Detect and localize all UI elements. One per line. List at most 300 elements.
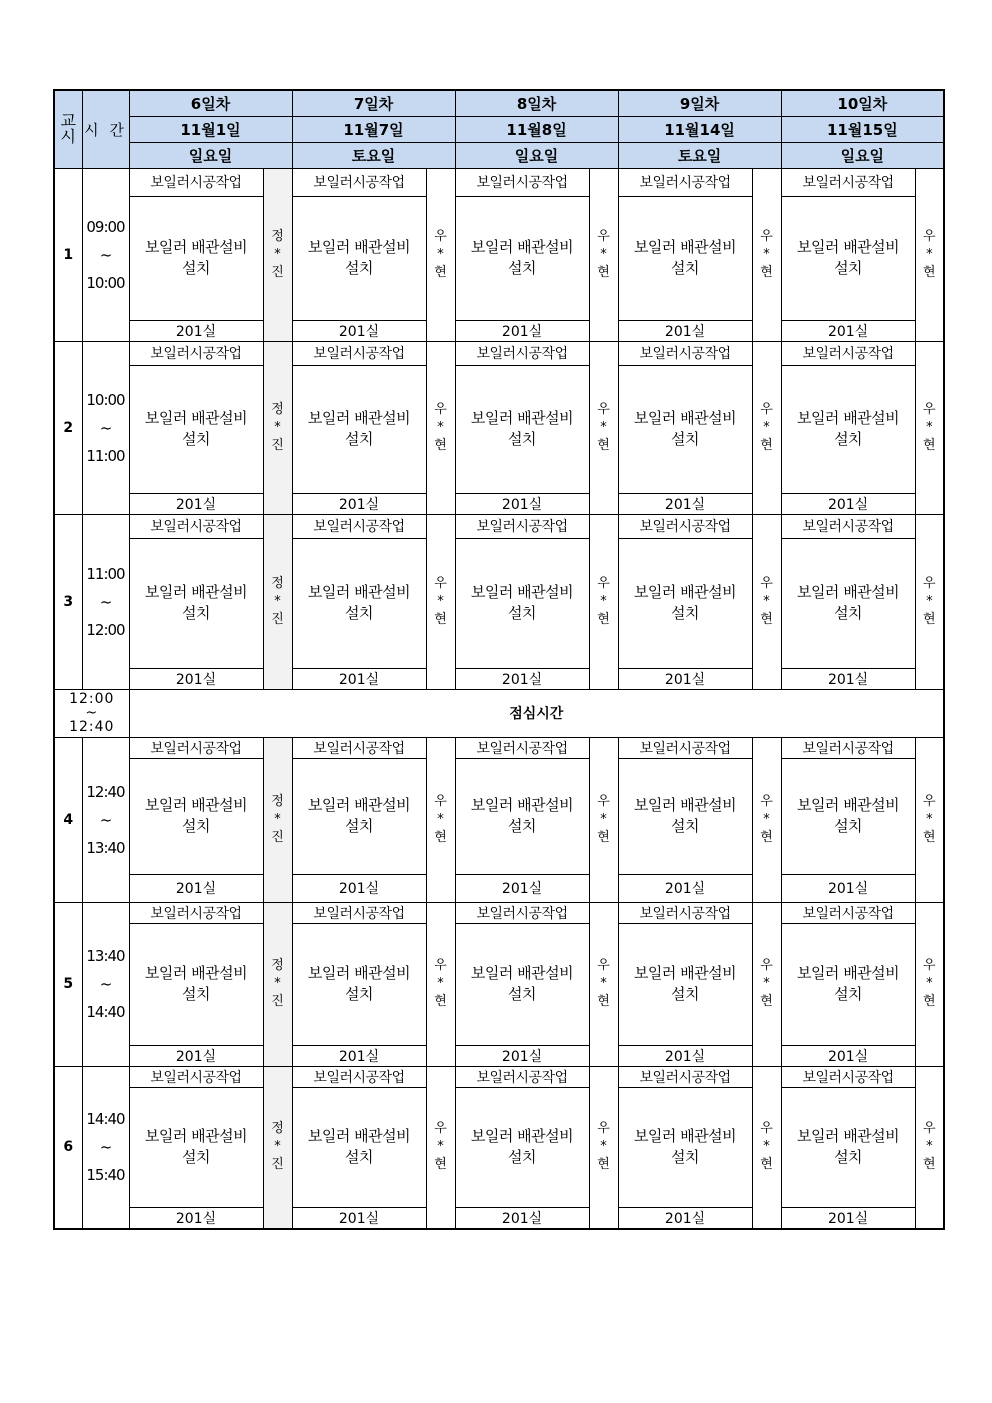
class-topic: 보일러시공작업	[129, 737, 263, 758]
class-content-line: 보일러 배관설비	[144, 1127, 248, 1145]
instructor-char: 우	[923, 575, 936, 591]
instructor-char: 우	[597, 575, 610, 591]
instructor-char: 우	[760, 401, 773, 417]
instructor-char: 우	[760, 228, 773, 244]
class-topic: 보일러시공작업	[781, 168, 915, 196]
class-room: 201실	[292, 668, 426, 689]
instructor-char: *	[926, 976, 933, 991]
instructor-char: 정	[271, 575, 284, 591]
instructor-char: 우	[434, 575, 447, 591]
instructor-char: *	[437, 811, 444, 827]
period-time-tilde: ~	[99, 592, 112, 611]
class-content-line: 보일러 배관설비	[633, 1127, 737, 1145]
instructor-name	[426, 514, 455, 689]
instructor-name	[263, 168, 292, 341]
class-content-line: 보일러 배관설비	[144, 964, 248, 982]
instructor-name	[426, 737, 455, 902]
instructor-char: *	[600, 811, 607, 827]
instructor-char: 현	[597, 994, 610, 1009]
instructor-char: 우	[923, 793, 936, 809]
class-room: 201실	[129, 1207, 263, 1229]
class-content-line: 설치	[508, 1148, 537, 1166]
class-content-line: 설치	[345, 985, 373, 1003]
instructor-char: 우	[923, 1121, 936, 1136]
time-column-label: 시 간	[84, 120, 127, 139]
instructor-char: 현	[760, 437, 773, 453]
class-content-line: 보일러 배관설비	[144, 583, 248, 601]
class-content-line: 설치	[671, 985, 700, 1003]
class-content-line: 보일러 배관설비	[796, 796, 900, 814]
class-room: 201실	[618, 320, 752, 341]
instructor-name	[915, 168, 944, 341]
instructor-char: *	[763, 593, 770, 609]
instructor-char: 정	[271, 958, 284, 973]
class-room: 201실	[292, 320, 426, 341]
class-content	[292, 923, 426, 1045]
instructor-name	[426, 1066, 455, 1229]
period-time	[82, 737, 129, 902]
class-topic: 보일러시공작업	[781, 902, 915, 923]
instructor-name	[426, 341, 455, 514]
class-content	[781, 758, 915, 874]
instructor-char: *	[926, 419, 933, 435]
instructor-char: *	[600, 593, 607, 609]
class-content	[129, 923, 263, 1045]
class-topic: 보일러시공작업	[129, 902, 263, 923]
class-content-line: 보일러 배관설비	[470, 238, 574, 256]
instructor-char: 현	[760, 829, 773, 845]
class-content	[455, 923, 589, 1045]
instructor-char: 현	[434, 994, 447, 1009]
class-content	[781, 923, 915, 1045]
class-content	[618, 538, 752, 668]
class-room: 201실	[455, 1207, 589, 1229]
class-content-line: 보일러 배관설비	[470, 409, 574, 427]
instructor-char: 우	[597, 1121, 610, 1136]
instructor-name	[589, 168, 618, 341]
instructor-char: *	[437, 246, 444, 262]
instructor-char: 우	[597, 401, 610, 417]
class-content	[455, 1087, 589, 1207]
class-content-line: 보일러 배관설비	[307, 796, 411, 814]
class-content-line: 설치	[671, 604, 700, 622]
class-topic: 보일러시공작업	[455, 1066, 589, 1087]
class-room: 201실	[618, 493, 752, 514]
class-content-line: 보일러 배관설비	[307, 409, 411, 427]
instructor-char: 현	[923, 994, 936, 1009]
class-room: 201실	[618, 1207, 752, 1229]
class-content-line: 보일러 배관설비	[470, 796, 574, 814]
date-header: 11월1일	[129, 116, 292, 142]
instructor-char: *	[274, 976, 281, 991]
class-content-line: 설치	[834, 817, 863, 835]
instructor-char: *	[926, 246, 933, 262]
weekday-header: 일요일	[781, 142, 944, 168]
class-content	[618, 196, 752, 320]
day-header: 9일차	[618, 90, 781, 116]
class-topic: 보일러시공작업	[618, 341, 752, 365]
instructor-name	[589, 902, 618, 1066]
instructor-char: 현	[434, 1157, 447, 1172]
class-content-line: 보일러 배관설비	[796, 238, 900, 256]
class-topic: 보일러시공작업	[781, 341, 915, 365]
class-room: 201실	[781, 493, 915, 514]
instructor-char: 진	[271, 611, 284, 627]
instructor-char: 현	[434, 437, 447, 453]
class-content-line: 설치	[834, 604, 863, 622]
lunch-label: 점심시간	[129, 689, 944, 737]
class-topic: 보일러시공작업	[292, 1066, 426, 1087]
instructor-char: 현	[597, 264, 610, 280]
class-content-line: 설치	[834, 985, 863, 1003]
instructor-name	[752, 514, 781, 689]
instructor-char: 현	[597, 437, 610, 453]
instructor-char: 우	[597, 793, 610, 809]
class-room: 201실	[455, 320, 589, 341]
class-content	[292, 758, 426, 874]
class-room: 201실	[292, 1045, 426, 1066]
class-content	[455, 196, 589, 320]
class-topic: 보일러시공작업	[455, 341, 589, 365]
instructor-char: 우	[760, 1121, 773, 1136]
class-content	[129, 365, 263, 493]
class-content-line: 보일러 배관설비	[796, 409, 900, 427]
class-content-line: 보일러 배관설비	[796, 964, 900, 982]
period-column-label: 교시	[60, 111, 76, 147]
class-topic: 보일러시공작업	[292, 737, 426, 758]
period-end-time: 13:40	[86, 838, 125, 857]
class-topic: 보일러시공작업	[618, 737, 752, 758]
period-end-time: 11:00	[86, 446, 125, 465]
class-content-line: 설치	[345, 817, 373, 835]
class-content-line: 보일러 배관설비	[470, 964, 574, 982]
instructor-name	[589, 514, 618, 689]
class-topic: 보일러시공작업	[618, 902, 752, 923]
class-room: 201실	[129, 320, 263, 341]
day-header: 6일차	[129, 90, 292, 116]
class-content	[781, 538, 915, 668]
instructor-char: 현	[760, 994, 773, 1009]
instructor-char: *	[274, 593, 281, 609]
period-end-time: 12:00	[86, 620, 125, 639]
class-topic: 보일러시공작업	[618, 514, 752, 538]
instructor-name	[426, 902, 455, 1066]
instructor-name	[752, 168, 781, 341]
instructor-char: *	[763, 976, 770, 991]
instructor-name	[263, 341, 292, 514]
class-content-line: 보일러 배관설비	[633, 964, 737, 982]
class-topic: 보일러시공작업	[781, 1066, 915, 1087]
class-topic: 보일러시공작업	[781, 514, 915, 538]
class-content-line: 설치	[508, 817, 537, 835]
instructor-name	[915, 341, 944, 514]
instructor-char: 우	[434, 793, 447, 809]
class-topic: 보일러시공작업	[292, 168, 426, 196]
class-topic: 보일러시공작업	[129, 341, 263, 365]
instructor-char: *	[274, 811, 281, 827]
instructor-name	[752, 902, 781, 1066]
class-content	[455, 758, 589, 874]
period-start-time: 11:00	[86, 564, 125, 583]
day-header: 8일차	[455, 90, 618, 116]
class-content	[618, 758, 752, 874]
class-topic: 보일러시공작업	[618, 168, 752, 196]
class-room: 201실	[292, 493, 426, 514]
date-header: 11월7일	[292, 116, 455, 142]
instructor-name	[589, 737, 618, 902]
class-room: 201실	[455, 668, 589, 689]
class-content-line: 설치	[508, 604, 537, 622]
instructor-name	[915, 514, 944, 689]
instructor-char: 현	[760, 1157, 773, 1172]
instructor-name	[915, 1066, 944, 1229]
class-content-line: 설치	[508, 259, 537, 277]
instructor-char: *	[274, 246, 281, 262]
class-content-line: 설치	[182, 1148, 210, 1166]
class-topic: 보일러시공작업	[292, 341, 426, 365]
class-room: 201실	[781, 1207, 915, 1229]
class-room: 201실	[618, 1045, 752, 1066]
class-content-line: 설치	[671, 1148, 700, 1166]
class-content	[129, 538, 263, 668]
class-room: 201실	[781, 668, 915, 689]
instructor-char: *	[437, 593, 444, 609]
class-topic: 보일러시공작업	[455, 168, 589, 196]
instructor-char: *	[600, 976, 607, 991]
instructor-char: 현	[434, 829, 447, 845]
instructor-char: *	[437, 976, 444, 991]
instructor-char: 현	[434, 264, 447, 280]
class-room: 201실	[129, 874, 263, 902]
period-start-time: 14:40	[86, 1110, 125, 1128]
instructor-char: 현	[760, 264, 773, 280]
weekday-header: 일요일	[455, 142, 618, 168]
instructor-char: 우	[434, 401, 447, 417]
class-room: 201실	[781, 320, 915, 341]
instructor-char: 현	[760, 611, 773, 627]
class-topic: 보일러시공작업	[455, 902, 589, 923]
instructor-char: 우	[434, 958, 447, 973]
period-number: 4	[54, 737, 82, 902]
instructor-name	[589, 341, 618, 514]
period-time	[82, 168, 129, 341]
class-room: 201실	[781, 874, 915, 902]
class-content-line: 보일러 배관설비	[144, 238, 248, 256]
class-content-line: 설치	[182, 604, 210, 622]
instructor-char: 진	[271, 994, 284, 1009]
period-column-header	[54, 90, 82, 168]
instructor-char: *	[926, 593, 933, 609]
instructor-name	[426, 168, 455, 341]
schedule-table	[53, 89, 945, 1230]
instructor-char: 진	[271, 264, 284, 280]
class-room: 201실	[781, 1045, 915, 1066]
instructor-name	[263, 1066, 292, 1229]
class-content	[292, 365, 426, 493]
class-content-line: 보일러 배관설비	[307, 238, 411, 256]
class-content-line: 설치	[834, 430, 863, 448]
instructor-char: 우	[434, 228, 447, 244]
instructor-char: *	[763, 419, 770, 435]
weekday-header: 토요일	[292, 142, 455, 168]
instructor-name	[915, 902, 944, 1066]
period-time	[82, 902, 129, 1066]
class-room: 201실	[455, 1045, 589, 1066]
class-room: 201실	[292, 874, 426, 902]
instructor-char: 정	[271, 401, 284, 417]
instructor-name	[263, 737, 292, 902]
class-content	[618, 923, 752, 1045]
class-content-line: 설치	[834, 259, 863, 277]
class-topic: 보일러시공작업	[781, 737, 915, 758]
instructor-char: 우	[760, 958, 773, 973]
instructor-name	[752, 341, 781, 514]
period-time-tilde: ~	[99, 245, 112, 264]
period-start-time: 09:00	[86, 217, 125, 236]
class-content	[129, 1087, 263, 1207]
class-content-line: 설치	[345, 604, 373, 622]
class-content-line: 보일러 배관설비	[307, 583, 411, 601]
class-content-line: 설치	[671, 259, 700, 277]
class-content	[292, 1087, 426, 1207]
lunch-end-time: 12:40	[69, 719, 115, 735]
instructor-char: *	[600, 419, 607, 435]
class-room: 201실	[129, 1045, 263, 1066]
instructor-char: *	[274, 1139, 281, 1154]
class-topic: 보일러시공작업	[292, 514, 426, 538]
class-content-line: 설치	[182, 259, 210, 277]
instructor-char: 정	[271, 1121, 284, 1136]
instructor-char: *	[437, 1139, 444, 1154]
instructor-char: *	[600, 246, 607, 262]
class-room: 201실	[618, 668, 752, 689]
instructor-char: 현	[923, 264, 936, 280]
weekday-header: 일요일	[129, 142, 292, 168]
class-content	[781, 365, 915, 493]
period-time-tilde: ~	[99, 975, 112, 993]
class-topic: 보일러시공작업	[455, 514, 589, 538]
class-content-line: 설치	[345, 430, 373, 448]
class-topic: 보일러시공작업	[618, 1066, 752, 1087]
instructor-char: 현	[597, 611, 610, 627]
instructor-char: 우	[760, 793, 773, 809]
instructor-char: 정	[271, 228, 284, 244]
time-column-header	[82, 90, 129, 168]
class-content	[129, 196, 263, 320]
class-room: 201실	[455, 874, 589, 902]
class-content-line: 보일러 배관설비	[307, 964, 411, 982]
instructor-char: *	[274, 419, 281, 435]
class-content-line: 보일러 배관설비	[633, 238, 737, 256]
period-time	[82, 341, 129, 514]
class-topic: 보일러시공작업	[129, 1066, 263, 1087]
period-end-time: 10:00	[86, 273, 125, 292]
class-content	[781, 1087, 915, 1207]
class-content-line: 보일러 배관설비	[633, 796, 737, 814]
date-header: 11월15일	[781, 116, 944, 142]
period-end-time: 14:40	[86, 1003, 125, 1021]
instructor-char: 현	[597, 1157, 610, 1172]
lunch-start-time: 12:00	[69, 691, 115, 707]
instructor-char: 정	[271, 793, 284, 809]
instructor-char: 우	[597, 958, 610, 973]
class-topic: 보일러시공작업	[129, 168, 263, 196]
class-content-line: 보일러 배관설비	[633, 409, 737, 427]
class-content	[618, 365, 752, 493]
class-content-line: 설치	[508, 985, 537, 1003]
class-content-line: 보일러 배관설비	[470, 1127, 574, 1145]
class-content-line: 설치	[508, 430, 537, 448]
class-room: 201실	[292, 1207, 426, 1229]
class-content	[781, 196, 915, 320]
instructor-name	[263, 514, 292, 689]
instructor-char: *	[763, 246, 770, 262]
class-content	[618, 1087, 752, 1207]
instructor-char: *	[763, 811, 770, 827]
class-content-line: 보일러 배관설비	[144, 796, 248, 814]
class-content-line: 설치	[182, 817, 210, 835]
instructor-char: 현	[597, 829, 610, 845]
day-header: 7일차	[292, 90, 455, 116]
class-content-line: 보일러 배관설비	[796, 583, 900, 601]
class-content-line: 설치	[345, 1148, 373, 1166]
class-content-line: 설치	[182, 985, 210, 1003]
instructor-name	[589, 1066, 618, 1229]
class-content	[129, 758, 263, 874]
instructor-char: *	[437, 419, 444, 435]
class-content-line: 설치	[834, 1148, 863, 1166]
instructor-char: *	[600, 1139, 607, 1154]
class-content	[292, 538, 426, 668]
instructor-char: 현	[923, 829, 936, 845]
class-content-line: 보일러 배관설비	[796, 1127, 900, 1145]
instructor-char: 우	[434, 1121, 447, 1136]
instructor-char: 우	[923, 958, 936, 973]
class-content	[292, 196, 426, 320]
day-header: 10일차	[781, 90, 944, 116]
period-start-time: 13:40	[86, 947, 125, 965]
instructor-char: 현	[923, 1157, 936, 1172]
period-number: 3	[54, 514, 82, 689]
class-content	[455, 538, 589, 668]
instructor-char: 현	[923, 437, 936, 453]
period-start-time: 12:40	[86, 782, 125, 801]
class-content-line: 설치	[182, 430, 210, 448]
class-topic: 보일러시공작업	[292, 902, 426, 923]
instructor-char: 우	[760, 575, 773, 591]
class-topic: 보일러시공작업	[129, 514, 263, 538]
lunch-time	[54, 689, 129, 737]
instructor-char: 우	[923, 401, 936, 417]
class-content	[455, 365, 589, 493]
class-content-line: 보일러 배관설비	[307, 1127, 411, 1145]
instructor-name	[263, 902, 292, 1066]
date-header: 11월14일	[618, 116, 781, 142]
instructor-name	[752, 737, 781, 902]
class-content-line: 설치	[671, 430, 700, 448]
class-content-line: 설치	[671, 817, 700, 835]
period-number: 5	[54, 902, 82, 1066]
class-room: 201실	[455, 493, 589, 514]
date-header: 11월8일	[455, 116, 618, 142]
instructor-char: *	[926, 1139, 933, 1154]
instructor-char: 우	[923, 228, 936, 244]
period-end-time: 15:40	[86, 1166, 125, 1184]
instructor-char: *	[763, 1139, 770, 1154]
period-number: 6	[54, 1066, 82, 1229]
period-time	[82, 1066, 129, 1229]
period-time-tilde: ~	[99, 418, 112, 437]
